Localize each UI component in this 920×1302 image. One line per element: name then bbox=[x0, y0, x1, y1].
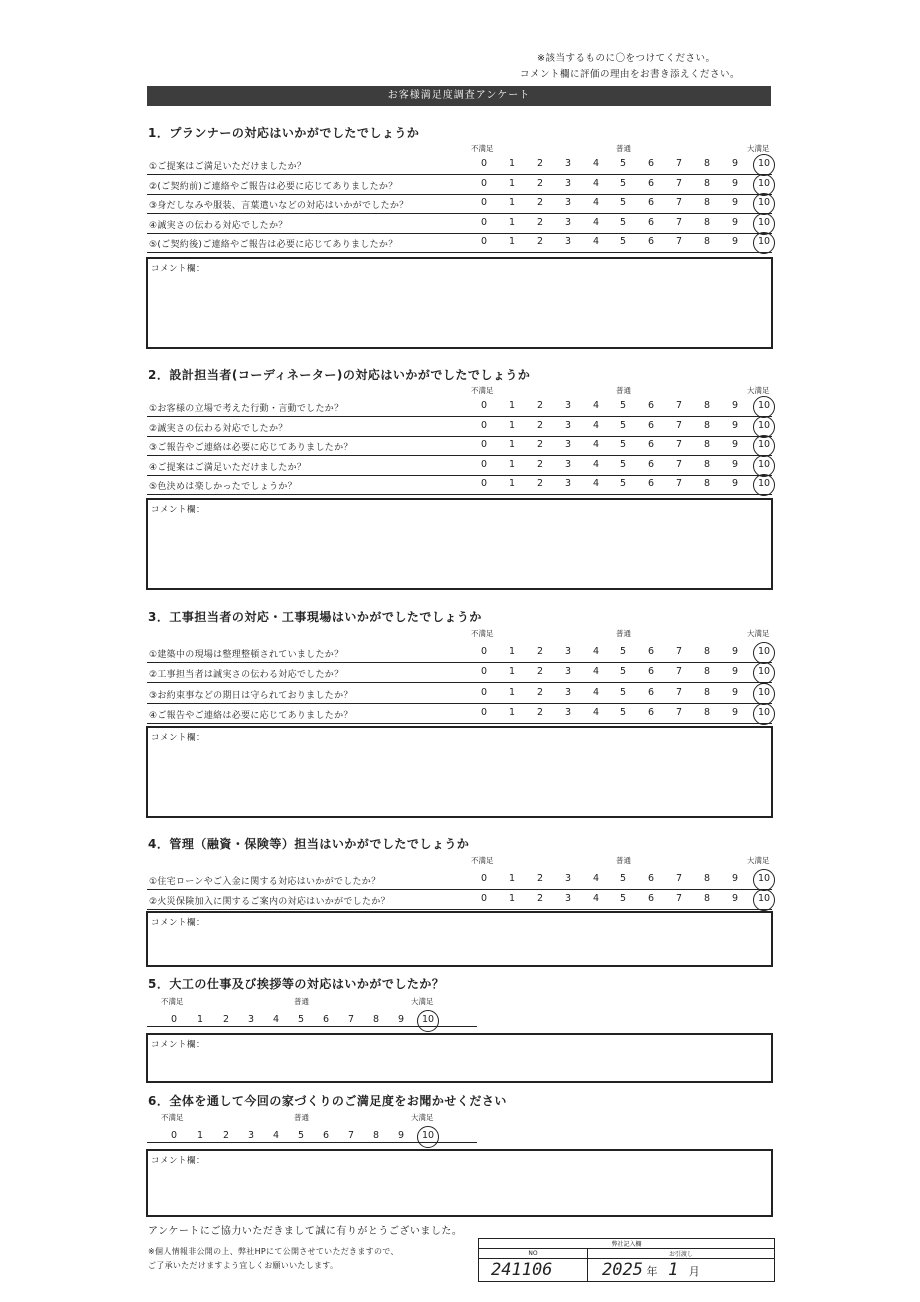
section-1-question-5-option-6[interactable]: 6 bbox=[647, 236, 655, 248]
section-1-question-2-option-7[interactable]: 7 bbox=[675, 177, 683, 189]
section-1-question-5-rule bbox=[147, 252, 772, 253]
section-2-question-1-option-10[interactable]: 10 bbox=[757, 400, 771, 411]
section-2-question-2-rule bbox=[147, 436, 772, 437]
section-4-question-2-option-1[interactable]: 1 bbox=[508, 893, 516, 904]
section-2-question-1-text: ①お客様の立場で考えた行動・言動でしたか？ bbox=[149, 404, 344, 414]
section-6-rating-option-5[interactable]: 5 bbox=[297, 1130, 305, 1141]
section-4-scale-low: 不満足 bbox=[471, 856, 494, 865]
section-2-question-4-option-2[interactable]: 2 bbox=[536, 458, 544, 470]
section-3-question-1-option-4[interactable]: 4 bbox=[592, 646, 600, 657]
section-2-question-2-option-2[interactable]: 2 bbox=[536, 419, 544, 431]
section-2-question-1-option-4[interactable]: 4 bbox=[592, 400, 600, 411]
section-1-question-2-option-1[interactable]: 1 bbox=[508, 177, 516, 189]
section-5-rating-option-7[interactable]: 7 bbox=[347, 1014, 355, 1025]
section-3-question-3-selected-circle bbox=[753, 683, 775, 705]
instruction-line-2: コメント欄に評価の理由をお書き添えください。 bbox=[520, 69, 741, 80]
section-4-question-1-option-5[interactable]: 5 bbox=[619, 873, 627, 884]
section-1-question-5-option-10[interactable]: 10 bbox=[757, 236, 771, 248]
section-3-question-1-option-1[interactable]: 1 bbox=[508, 646, 516, 657]
section-3-question-4-selected-circle bbox=[753, 703, 775, 725]
section-1-question-2-rule bbox=[147, 194, 772, 195]
section-1-question-3-option-8[interactable]: 8 bbox=[703, 197, 711, 209]
section-3-question-1-rule bbox=[147, 662, 772, 663]
section-1-question-4-option-4[interactable]: 4 bbox=[592, 216, 600, 228]
section-1-title: 1．プランナーの対応はいかがでしたでしょうか bbox=[148, 126, 420, 140]
section-1-question-4-option-8[interactable]: 8 bbox=[703, 216, 711, 228]
section-3-comment-box[interactable] bbox=[146, 726, 773, 818]
section-2-question-3-option-9[interactable]: 9 bbox=[731, 439, 739, 451]
privacy-note-1: ※個人情報非公開の上、弊社HPにて公開させていただきますので、 bbox=[148, 1247, 399, 1256]
section-3-question-1-option-0[interactable]: 0 bbox=[480, 646, 488, 657]
section-3-scale-high: 大満足 bbox=[747, 629, 770, 638]
section-3-question-3-option-9[interactable]: 9 bbox=[731, 686, 739, 698]
section-1-question-1-option-3[interactable]: 3 bbox=[564, 158, 572, 169]
section-1-question-1-option-6[interactable]: 6 bbox=[647, 158, 655, 169]
section-3-question-3-option-7[interactable]: 7 bbox=[675, 686, 683, 698]
section-2-question-1-option-0[interactable]: 0 bbox=[480, 400, 488, 411]
section-3-question-1-option-5[interactable]: 5 bbox=[619, 646, 627, 657]
section-3-question-4-option-10[interactable]: 10 bbox=[757, 707, 771, 719]
section-5-rating-option-5[interactable]: 5 bbox=[297, 1014, 305, 1025]
section-6-scale-high: 大満足 bbox=[411, 1113, 434, 1122]
section-1-question-2-option-0[interactable]: 0 bbox=[480, 177, 488, 189]
section-5-rating-option-10[interactable]: 10 bbox=[421, 1014, 435, 1025]
section-2-question-3-selected-circle bbox=[753, 435, 775, 457]
section-3-question-1-option-8[interactable]: 8 bbox=[703, 646, 711, 657]
section-2-question-5-text: ⑤色決めは楽しかったでしょうか？ bbox=[149, 482, 297, 493]
section-6-rating-option-1[interactable]: 1 bbox=[196, 1130, 204, 1141]
section-1-question-5-selected-circle bbox=[753, 232, 775, 254]
section-2-question-1-option-5[interactable]: 5 bbox=[619, 400, 627, 411]
section-2-question-1-rule bbox=[147, 416, 772, 417]
section-2-question-1-option-1[interactable]: 1 bbox=[508, 400, 516, 411]
section-3-question-3-option-8[interactable]: 8 bbox=[703, 686, 711, 698]
section-1-question-1-option-8[interactable]: 8 bbox=[703, 158, 711, 169]
section-1-question-2-option-10[interactable]: 10 bbox=[757, 177, 771, 189]
section-4-question-1-option-4[interactable]: 4 bbox=[592, 873, 600, 884]
section-4-question-1-option-2[interactable]: 2 bbox=[536, 873, 544, 884]
section-2-question-4-text: ④ご提案はご満足いただけましたか？ bbox=[149, 462, 307, 473]
section-5-comment-label: コメント欄： bbox=[151, 1040, 206, 1050]
section-3-question-4-option-2[interactable]: 2 bbox=[536, 707, 544, 719]
section-2-question-1-option-9[interactable]: 9 bbox=[731, 400, 739, 411]
section-2-question-5-option-5[interactable]: 5 bbox=[619, 478, 627, 490]
section-3-question-1-option-9[interactable]: 9 bbox=[731, 646, 739, 657]
section-4-question-1-option-6[interactable]: 6 bbox=[647, 873, 655, 884]
section-1-question-2-option-5[interactable]: 5 bbox=[619, 177, 627, 189]
section-5-rating-selected-circle bbox=[417, 1010, 439, 1032]
section-2-question-2-option-1[interactable]: 1 bbox=[508, 419, 516, 431]
section-5-comment-box[interactable] bbox=[146, 1033, 773, 1083]
section-2-question-1-selected-circle bbox=[753, 396, 775, 418]
section-2-question-5-selected-circle bbox=[753, 474, 775, 496]
section-6-rating-option-2[interactable]: 2 bbox=[222, 1130, 230, 1141]
section-4-scale-mid: 普通 bbox=[616, 856, 631, 865]
section-2-question-4-option-10[interactable]: 10 bbox=[757, 458, 771, 470]
instruction-line-1: ※該当するものに〇をつけてください。 bbox=[537, 53, 716, 64]
section-2-scale-mid: 普通 bbox=[616, 386, 631, 395]
section-1-question-3-option-0[interactable]: 0 bbox=[480, 197, 488, 209]
section-1-question-2-option-4[interactable]: 4 bbox=[592, 177, 600, 189]
section-2-question-4-option-1[interactable]: 1 bbox=[508, 458, 516, 470]
section-3-question-3-option-3[interactable]: 3 bbox=[564, 686, 572, 698]
section-2-question-3-option-3[interactable]: 3 bbox=[564, 439, 572, 451]
section-4-question-1-option-9[interactable]: 9 bbox=[731, 873, 739, 884]
section-3-scale-mid: 普通 bbox=[616, 629, 631, 638]
section-1-question-1-option-10[interactable]: 10 bbox=[757, 158, 771, 169]
section-6-rating-option-10[interactable]: 10 bbox=[421, 1130, 435, 1141]
section-2-question-3-option-0[interactable]: 0 bbox=[480, 439, 488, 451]
section-4-question-2-text: ②火災保険加入に関するご案内の対応はいかがでしたか？ bbox=[149, 897, 390, 907]
section-6-rating-rule bbox=[147, 1142, 477, 1143]
section-1-question-1-text: ①ご提案はご満足いただけましたか？ bbox=[149, 162, 307, 172]
section-1-question-5-option-8[interactable]: 8 bbox=[703, 236, 711, 248]
section-1-question-3-option-7[interactable]: 7 bbox=[675, 197, 683, 209]
section-4-question-1-text: ①住宅ローンやご入金に関する対応はいかがでしたか？ bbox=[149, 877, 381, 887]
section-1-question-5-option-1[interactable]: 1 bbox=[508, 236, 516, 248]
section-3-question-2-option-9[interactable]: 9 bbox=[731, 666, 739, 678]
section-2-question-1-option-7[interactable]: 7 bbox=[675, 400, 683, 411]
section-5-scale-mid: 普通 bbox=[294, 997, 309, 1006]
section-3-question-2-option-0[interactable]: 0 bbox=[480, 666, 488, 678]
section-4-question-2-rule bbox=[147, 909, 772, 910]
section-1-question-5-option-3[interactable]: 3 bbox=[564, 236, 572, 248]
section-3-question-3-option-2[interactable]: 2 bbox=[536, 686, 544, 698]
section-2-comment-box[interactable] bbox=[146, 498, 773, 590]
section-1-question-5-option-7[interactable]: 7 bbox=[675, 236, 683, 248]
section-2-question-5-rule bbox=[147, 494, 772, 495]
section-3-question-3-rule bbox=[147, 703, 772, 704]
section-1-question-4-rule bbox=[147, 233, 772, 234]
section-3-question-2-selected-circle bbox=[753, 662, 775, 684]
section-2-question-2-option-0[interactable]: 0 bbox=[480, 419, 488, 431]
section-3-question-1-option-6[interactable]: 6 bbox=[647, 646, 655, 657]
section-1-question-3-text: ③身だしなみや服装、言葉遣いなどの対応はいかがでしたか？ bbox=[149, 201, 409, 212]
section-3-title: 3．工事担当者の対応・工事現場はいかがでしたでしょうか bbox=[148, 610, 482, 624]
section-3-question-2-option-4[interactable]: 4 bbox=[592, 666, 600, 678]
section-1-question-4-text: ④誠実さの伝わる対応でしたか？ bbox=[149, 220, 288, 231]
section-3-question-4-option-4[interactable]: 4 bbox=[592, 707, 600, 719]
section-2-question-1-option-6[interactable]: 6 bbox=[647, 400, 655, 411]
section-4-question-1-option-10[interactable]: 10 bbox=[757, 873, 771, 884]
section-1-question-4-option-5[interactable]: 5 bbox=[619, 216, 627, 228]
section-1-question-3-selected-circle bbox=[753, 193, 775, 215]
record-header: 弊社記入欄 bbox=[479, 1239, 775, 1249]
section-2-question-5-option-0[interactable]: 0 bbox=[480, 478, 488, 490]
section-2-question-5-option-8[interactable]: 8 bbox=[703, 478, 711, 490]
section-3-question-3-text: ③お約束事などの期日は守られておりましたか？ bbox=[149, 690, 353, 701]
thanks-message: アンケートにご協力いただきまして誠に有りがとうございました。 bbox=[148, 1226, 463, 1237]
section-3-question-3-option-4[interactable]: 4 bbox=[592, 686, 600, 698]
section-1-question-5-option-5[interactable]: 5 bbox=[619, 236, 627, 248]
section-4-question-2-option-3[interactable]: 3 bbox=[564, 893, 572, 904]
section-1-question-3-option-3[interactable]: 3 bbox=[564, 197, 572, 209]
section-2-question-4-option-3[interactable]: 3 bbox=[564, 458, 572, 470]
section-4-title: 4．管理（融資・保険等）担当はいかがでしたでしょうか bbox=[148, 837, 470, 851]
section-6-scale-low: 不満足 bbox=[161, 1113, 184, 1122]
section-6-title: 6．全体を通して今回の家づくりのご満足度をお聞かせください bbox=[148, 1094, 507, 1108]
section-2-question-5-option-10[interactable]: 10 bbox=[757, 478, 771, 490]
section-2-question-3-option-1[interactable]: 1 bbox=[508, 439, 516, 451]
section-3-question-2-option-6[interactable]: 6 bbox=[647, 666, 655, 678]
section-1-question-3-option-9[interactable]: 9 bbox=[731, 197, 739, 209]
section-2-question-5-option-7[interactable]: 7 bbox=[675, 478, 683, 490]
section-4-question-2-option-10[interactable]: 10 bbox=[757, 893, 771, 904]
section-3-question-2-option-7[interactable]: 7 bbox=[675, 666, 683, 678]
section-2-question-2-option-10[interactable]: 10 bbox=[757, 419, 771, 431]
section-3-question-4-option-9[interactable]: 9 bbox=[731, 707, 739, 719]
section-3-question-2-option-5[interactable]: 5 bbox=[619, 666, 627, 678]
section-3-question-2-option-2[interactable]: 2 bbox=[536, 666, 544, 678]
section-6-rating-option-4[interactable]: 4 bbox=[272, 1130, 280, 1141]
section-2-question-3-option-4[interactable]: 4 bbox=[592, 439, 600, 451]
section-2-question-1-option-2[interactable]: 2 bbox=[536, 400, 544, 411]
section-3-question-4-option-5[interactable]: 5 bbox=[619, 707, 627, 719]
office-record-box bbox=[478, 1238, 775, 1282]
section-3-question-4-option-6[interactable]: 6 bbox=[647, 707, 655, 719]
section-4-question-2-selected-circle bbox=[753, 889, 775, 911]
record-year-value: 2025 bbox=[602, 1260, 643, 1280]
section-1-question-1-option-1[interactable]: 1 bbox=[508, 158, 516, 169]
section-4-question-1-option-0[interactable]: 0 bbox=[480, 873, 488, 884]
section-2-question-2-option-4[interactable]: 4 bbox=[592, 419, 600, 431]
section-4-question-1-selected-circle bbox=[753, 869, 775, 891]
section-3-question-1-option-2[interactable]: 2 bbox=[536, 646, 544, 657]
section-4-comment-label: コメント欄： bbox=[151, 918, 206, 928]
section-3-question-1-option-10[interactable]: 10 bbox=[757, 646, 771, 657]
section-2-question-3-option-2[interactable]: 2 bbox=[536, 439, 544, 451]
section-2-question-5-option-4[interactable]: 4 bbox=[592, 478, 600, 490]
section-1-question-1-option-0[interactable]: 0 bbox=[480, 158, 488, 169]
section-1-question-2-option-6[interactable]: 6 bbox=[647, 177, 655, 189]
section-3-scale-low: 不満足 bbox=[471, 629, 494, 638]
section-3-question-3-option-1[interactable]: 1 bbox=[508, 686, 516, 698]
section-1-question-5-option-9[interactable]: 9 bbox=[731, 236, 739, 248]
section-5-rating-option-9[interactable]: 9 bbox=[397, 1014, 405, 1025]
section-3-question-2-option-1[interactable]: 1 bbox=[508, 666, 516, 678]
section-2-question-3-option-7[interactable]: 7 bbox=[675, 439, 683, 451]
section-3-question-1-text: ①建築中の現場は整理整頓されていましたか？ bbox=[149, 650, 344, 660]
record-no-cell bbox=[479, 1259, 588, 1282]
section-4-comment-box[interactable] bbox=[146, 911, 773, 967]
section-1-question-5-option-2[interactable]: 2 bbox=[536, 236, 544, 248]
section-2-scale-low: 不満足 bbox=[471, 386, 494, 395]
section-2-question-1-option-3[interactable]: 3 bbox=[564, 400, 572, 411]
section-1-question-3-option-10[interactable]: 10 bbox=[757, 197, 771, 209]
section-1-question-4-option-9[interactable]: 9 bbox=[731, 216, 739, 228]
section-2-question-3-option-5[interactable]: 5 bbox=[619, 439, 627, 451]
section-4-question-1-option-7[interactable]: 7 bbox=[675, 873, 683, 884]
section-4-question-2-option-7[interactable]: 7 bbox=[675, 893, 683, 904]
section-1-question-5-text: ⑤(ご契約後)ご連絡やご報告は必要に応じてありましたか？ bbox=[149, 240, 398, 251]
section-2-question-4-option-7[interactable]: 7 bbox=[675, 458, 683, 470]
section-1-question-4-option-0[interactable]: 0 bbox=[480, 216, 488, 228]
section-2-question-2-text: ②誠実さの伝わる対応でしたか？ bbox=[149, 423, 288, 434]
section-1-question-4-option-3[interactable]: 3 bbox=[564, 216, 572, 228]
section-3-comment-label: コメント欄： bbox=[151, 733, 206, 743]
section-1-question-4-option-7[interactable]: 7 bbox=[675, 216, 683, 228]
section-2-scale-high: 大満足 bbox=[747, 386, 770, 395]
section-1-question-3-option-1[interactable]: 1 bbox=[508, 197, 516, 209]
section-2-question-3-option-10[interactable]: 10 bbox=[757, 439, 771, 451]
section-5-rating-option-2[interactable]: 2 bbox=[222, 1014, 230, 1025]
section-1-question-3-option-5[interactable]: 5 bbox=[619, 197, 627, 209]
section-4-question-2-option-6[interactable]: 6 bbox=[647, 893, 655, 904]
record-handover-label: お引渡し bbox=[588, 1249, 775, 1259]
section-5-scale-low: 不満足 bbox=[161, 997, 184, 1006]
section-5-scale-high: 大満足 bbox=[411, 997, 434, 1006]
privacy-note-2: ご了承いただけますよう宜しくお願いいたします。 bbox=[148, 1261, 339, 1270]
section-2-comment-label: コメント欄： bbox=[151, 505, 206, 515]
section-6-comment-box[interactable] bbox=[146, 1149, 773, 1217]
section-1-question-2-text: ②(ご契約前)ご連絡やご報告は必要に応じてありましたか？ bbox=[149, 181, 398, 192]
section-3-question-4-option-8[interactable]: 8 bbox=[703, 707, 711, 719]
section-2-question-3-rule bbox=[147, 455, 772, 456]
section-5-rating-rule bbox=[147, 1026, 477, 1027]
section-5-title: 5．大工の仕事及び挨拶等の対応はいかがでしたか？ bbox=[148, 977, 445, 991]
section-6-rating-option-3[interactable]: 3 bbox=[247, 1130, 255, 1141]
section-5-rating-option-1[interactable]: 1 bbox=[196, 1014, 204, 1025]
section-2-question-4-rule bbox=[147, 475, 772, 476]
section-1-question-4-option-2[interactable]: 2 bbox=[536, 216, 544, 228]
section-4-question-2-option-2[interactable]: 2 bbox=[536, 893, 544, 904]
section-1-question-2-option-2[interactable]: 2 bbox=[536, 177, 544, 189]
section-1-question-5-option-0[interactable]: 0 bbox=[480, 236, 488, 248]
section-6-comment-label: コメント欄： bbox=[151, 1156, 206, 1166]
section-2-question-5-option-3[interactable]: 3 bbox=[564, 478, 572, 490]
section-3-question-2-option-3[interactable]: 3 bbox=[564, 666, 572, 678]
section-2-question-4-option-8[interactable]: 8 bbox=[703, 458, 711, 470]
section-2-question-5-option-6[interactable]: 6 bbox=[647, 478, 655, 490]
section-6-rating-option-7[interactable]: 7 bbox=[347, 1130, 355, 1141]
section-1-question-5-option-4[interactable]: 4 bbox=[592, 236, 600, 248]
section-1-question-1-option-2[interactable]: 2 bbox=[536, 158, 544, 169]
section-6-rating-option-8[interactable]: 8 bbox=[372, 1130, 380, 1141]
section-1-question-1-option-5[interactable]: 5 bbox=[619, 158, 627, 169]
section-1-comment-box[interactable] bbox=[146, 257, 773, 349]
section-2-question-4-option-9[interactable]: 9 bbox=[731, 458, 739, 470]
section-2-question-2-option-3[interactable]: 3 bbox=[564, 419, 572, 431]
section-6-rating-option-0[interactable]: 0 bbox=[170, 1130, 178, 1141]
section-1-question-2-option-3[interactable]: 3 bbox=[564, 177, 572, 189]
section-2-question-3-option-6[interactable]: 6 bbox=[647, 439, 655, 451]
section-5-rating-option-3[interactable]: 3 bbox=[247, 1014, 255, 1025]
section-1-question-4-option-10[interactable]: 10 bbox=[757, 216, 771, 228]
form-title: お客様満足度調査アンケート bbox=[147, 86, 771, 106]
section-3-question-4-option-0[interactable]: 0 bbox=[480, 707, 488, 719]
section-2-question-4-option-0[interactable]: 0 bbox=[480, 458, 488, 470]
section-4-question-2-option-4[interactable]: 4 bbox=[592, 893, 600, 904]
section-3-question-2-option-10[interactable]: 10 bbox=[757, 666, 771, 678]
section-2-question-2-option-7[interactable]: 7 bbox=[675, 419, 683, 431]
section-3-question-4-rule bbox=[147, 723, 772, 724]
section-1-question-1-rule bbox=[147, 174, 772, 175]
section-6-rating-option-9[interactable]: 9 bbox=[397, 1130, 405, 1141]
section-2-question-3-text: ③ご報告やご連絡は必要に応じてありましたか？ bbox=[149, 443, 353, 454]
section-3-question-3-option-6[interactable]: 6 bbox=[647, 686, 655, 698]
record-year-unit: 年 bbox=[646, 1265, 658, 1278]
section-1-question-1-option-4[interactable]: 4 bbox=[592, 158, 600, 169]
record-no-label: NO bbox=[479, 1249, 588, 1259]
section-3-question-3-option-0[interactable]: 0 bbox=[480, 686, 488, 698]
section-3-question-1-option-7[interactable]: 7 bbox=[675, 646, 683, 657]
section-3-question-1-option-3[interactable]: 3 bbox=[564, 646, 572, 657]
record-month-value: 1 bbox=[667, 1260, 679, 1280]
section-4-question-1-rule bbox=[147, 889, 772, 890]
record-no-value: 241106 bbox=[491, 1260, 553, 1280]
section-2-question-5-option-2[interactable]: 2 bbox=[536, 478, 544, 490]
section-1-question-3-option-4[interactable]: 4 bbox=[592, 197, 600, 209]
section-3-question-4-option-7[interactable]: 7 bbox=[675, 707, 683, 719]
section-4-question-2-option-9[interactable]: 9 bbox=[731, 893, 739, 904]
section-1-question-2-option-8[interactable]: 8 bbox=[703, 177, 711, 189]
section-3-question-4-option-1[interactable]: 1 bbox=[508, 707, 516, 719]
section-4-question-2-option-5[interactable]: 5 bbox=[619, 893, 627, 904]
section-4-question-2-option-8[interactable]: 8 bbox=[703, 893, 711, 904]
section-3-question-2-option-8[interactable]: 8 bbox=[703, 666, 711, 678]
section-2-question-2-option-9[interactable]: 9 bbox=[731, 419, 739, 431]
section-2-question-2-option-6[interactable]: 6 bbox=[647, 419, 655, 431]
record-month-unit: 月 bbox=[688, 1265, 700, 1278]
section-5-rating-option-6[interactable]: 6 bbox=[322, 1014, 330, 1025]
section-1-scale-mid: 普通 bbox=[616, 144, 631, 153]
section-2-question-3-option-8[interactable]: 8 bbox=[703, 439, 711, 451]
section-2-question-2-option-5[interactable]: 5 bbox=[619, 419, 627, 431]
section-2-question-4-option-6[interactable]: 6 bbox=[647, 458, 655, 470]
section-4-question-1-option-3[interactable]: 3 bbox=[564, 873, 572, 884]
section-1-question-2-option-9[interactable]: 9 bbox=[731, 177, 739, 189]
section-1-comment-label: コメント欄： bbox=[151, 264, 206, 274]
section-1-question-4-option-6[interactable]: 6 bbox=[647, 216, 655, 228]
section-4-scale-high: 大満足 bbox=[747, 856, 770, 865]
section-2-title: 2．設計担当者(コーディネーター)の対応はいかがでしたでしょうか bbox=[148, 368, 531, 382]
section-6-rating-selected-circle bbox=[417, 1126, 439, 1148]
section-3-question-4-text: ④ご報告やご連絡は必要に応じてありましたか？ bbox=[149, 711, 353, 722]
section-5-rating-option-4[interactable]: 4 bbox=[272, 1014, 280, 1025]
section-4-question-1-option-8[interactable]: 8 bbox=[703, 873, 711, 884]
section-1-question-1-option-7[interactable]: 7 bbox=[675, 158, 683, 169]
section-3-question-2-rule bbox=[147, 682, 772, 683]
section-1-question-3-option-6[interactable]: 6 bbox=[647, 197, 655, 209]
section-2-question-4-option-5[interactable]: 5 bbox=[619, 458, 627, 470]
section-6-rating-option-6[interactable]: 6 bbox=[322, 1130, 330, 1141]
section-2-question-1-option-8[interactable]: 8 bbox=[703, 400, 711, 411]
section-3-question-1-selected-circle bbox=[753, 642, 775, 664]
section-2-question-4-option-4[interactable]: 4 bbox=[592, 458, 600, 470]
section-3-question-3-option-10[interactable]: 10 bbox=[757, 686, 771, 698]
section-2-question-5-option-9[interactable]: 9 bbox=[731, 478, 739, 490]
section-1-question-4-option-1[interactable]: 1 bbox=[508, 216, 516, 228]
section-3-question-3-option-5[interactable]: 5 bbox=[619, 686, 627, 698]
section-5-rating-option-0[interactable]: 0 bbox=[170, 1014, 178, 1025]
section-1-question-1-selected-circle bbox=[753, 154, 775, 176]
section-1-question-3-option-2[interactable]: 2 bbox=[536, 197, 544, 209]
section-1-question-1-option-9[interactable]: 9 bbox=[731, 158, 739, 169]
section-6-scale-mid: 普通 bbox=[294, 1113, 309, 1122]
section-1-question-3-rule bbox=[147, 213, 772, 214]
section-1-scale-high: 大満足 bbox=[747, 144, 770, 153]
section-2-question-2-option-8[interactable]: 8 bbox=[703, 419, 711, 431]
section-4-question-2-option-0[interactable]: 0 bbox=[480, 893, 488, 904]
section-3-question-4-option-3[interactable]: 3 bbox=[564, 707, 572, 719]
section-4-question-1-option-1[interactable]: 1 bbox=[508, 873, 516, 884]
section-2-question-5-option-1[interactable]: 1 bbox=[508, 478, 516, 490]
section-1-scale-low: 不満足 bbox=[471, 144, 494, 153]
section-5-rating-option-8[interactable]: 8 bbox=[372, 1014, 380, 1025]
section-3-question-2-text: ②工事担当者は誠実さの伝わる対応でしたか？ bbox=[149, 670, 344, 681]
record-handover-cell bbox=[588, 1259, 775, 1282]
